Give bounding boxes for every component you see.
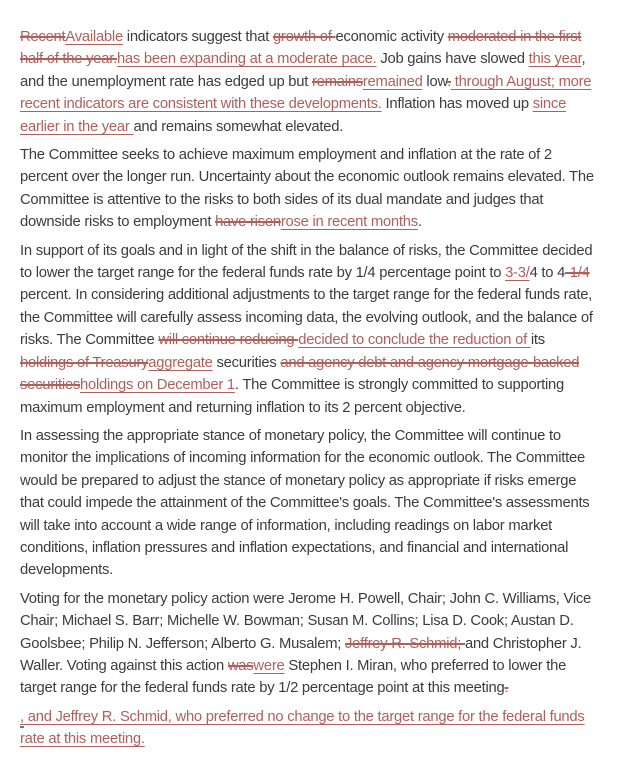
- text-run: Voting for the monetary policy action were Jerome H. Powell, Chair; John C. Williams, Vice Chair; Michael S. Barr; Michelle W. Bowman; Susan M. Collins; Lisa D. Cook; Austan D. Goolsbee; Philip N. Jefferson; Alberto G. Musalem;: [20, 590, 591, 652]
- deleted-text-run: growth of: [272, 29, 336, 45]
- deleted-text-run: .: [447, 73, 451, 90]
- inserted-text-run: decided to conclude the reduction of: [298, 332, 531, 349]
- deleted-text-run: and agency debt and agency mortgage-backed securities: [20, 354, 580, 394]
- inserted-text-run: 3-3/: [505, 265, 530, 282]
- deleted-text-run: will continue reducing: [158, 332, 299, 349]
- inserted-text-run: and Jeffrey R. Schmid, who preferred no change to the target range for the federal funds rate at this meeting.: [20, 708, 585, 748]
- deleted-text-run: was: [227, 657, 254, 674]
- paragraph: [20, 240, 600, 419]
- inserted-text-run: through August; more recent indicators are consistent with these developments.: [20, 73, 592, 113]
- inserted-text-run: this year: [528, 51, 582, 68]
- text-run: .: [417, 214, 422, 231]
- text-run: indicators suggest that: [122, 29, 273, 45]
- text-run: 4 to 4: [529, 265, 566, 282]
- paragraph: [20, 425, 600, 582]
- text-run: economic activity: [335, 29, 448, 45]
- deleted-text-run: moderated in the first half of the year.: [20, 29, 582, 68]
- deleted-text-run: Recent: [20, 29, 66, 45]
- paragraph: [20, 706, 600, 751]
- inserted-text-run-grammar-flagged: ,: [20, 709, 24, 728]
- text-run: In support of its goals and in light of the shift in the balance of risks, the Committee decided to lower the target range for the federal funds rate by 1/4 percentage point to: [20, 242, 593, 282]
- inserted-text-run: Available: [65, 29, 123, 45]
- text-run: Job gains have slowed: [376, 51, 529, 68]
- deleted-text-run: -1/4: [565, 265, 590, 282]
- text-run: Inflation has moved up: [381, 96, 533, 113]
- deleted-text-run: Jeffrey R. Schmid;: [345, 635, 465, 652]
- text-run: The Committee seeks to achieve maximum employment and inflation at the rate of 2 percent over the longer run. Uncertainty about the economic outlook remains elevated. The Committee is attentive to the risks to both sides of its dual mandate and judges that downside risks to employment: [20, 147, 594, 231]
- inserted-text-run: aggregate: [148, 354, 213, 371]
- text-run: securities: [212, 354, 281, 371]
- text-run: its: [530, 332, 545, 349]
- inserted-text-run: rose in recent months: [280, 214, 418, 231]
- text-run: Stephen I. Miran, who preferred to lower the target range for the federal funds rate by 1/2 percentage point at this meeting: [20, 657, 567, 697]
- paragraph: [20, 26, 600, 138]
- deleted-text-run: holdings of Treasury: [20, 354, 149, 371]
- text-run: , and the unemployment rate has edged up but: [20, 51, 586, 90]
- paragraph: [20, 144, 600, 234]
- text-run: and Christopher J. Waller. Voting against this action: [20, 635, 582, 674]
- document-body: [20, 26, 600, 751]
- deleted-text-run: .: [504, 680, 509, 697]
- inserted-text-run: remained: [362, 73, 423, 90]
- text-run: In assessing the appropriate stance of monetary policy, the Committee will continue to monitor the implications of incoming information for the economic outlook. The Committee would be prepared to adjust the stance of monetary policy as appropriate if risks emerge that could impede the attainment of the Committee's goals. The Committee's assessments will take into account a wide range of information, including readings on labor market conditions, inflation pressures and inflation expectations, and financial and international developments.: [20, 427, 590, 579]
- text-run: . The Committee is strongly committed to supporting maximum employment and returning inflation to its 2 percent objective.: [20, 377, 564, 416]
- inserted-text-run: were: [253, 657, 285, 674]
- inserted-text-run: since earlier in the year: [20, 96, 567, 135]
- deleted-text-run: have risen: [215, 214, 281, 231]
- inserted-text-run: holdings on December 1: [80, 377, 235, 394]
- text-run: and remains somewhat elevated.: [133, 118, 344, 135]
- deleted-text-run: remains: [311, 73, 363, 90]
- text-run: percent. In considering additional adjustments to the target range for the federal funds rate, the Committee will carefully assess incoming data, the evolving outlook, and the balance of risks. The Committee: [20, 287, 593, 349]
- inserted-text-run: has been expanding at a moderate pace.: [116, 51, 377, 68]
- paragraph: [20, 588, 600, 700]
- text-run: low: [422, 73, 448, 90]
